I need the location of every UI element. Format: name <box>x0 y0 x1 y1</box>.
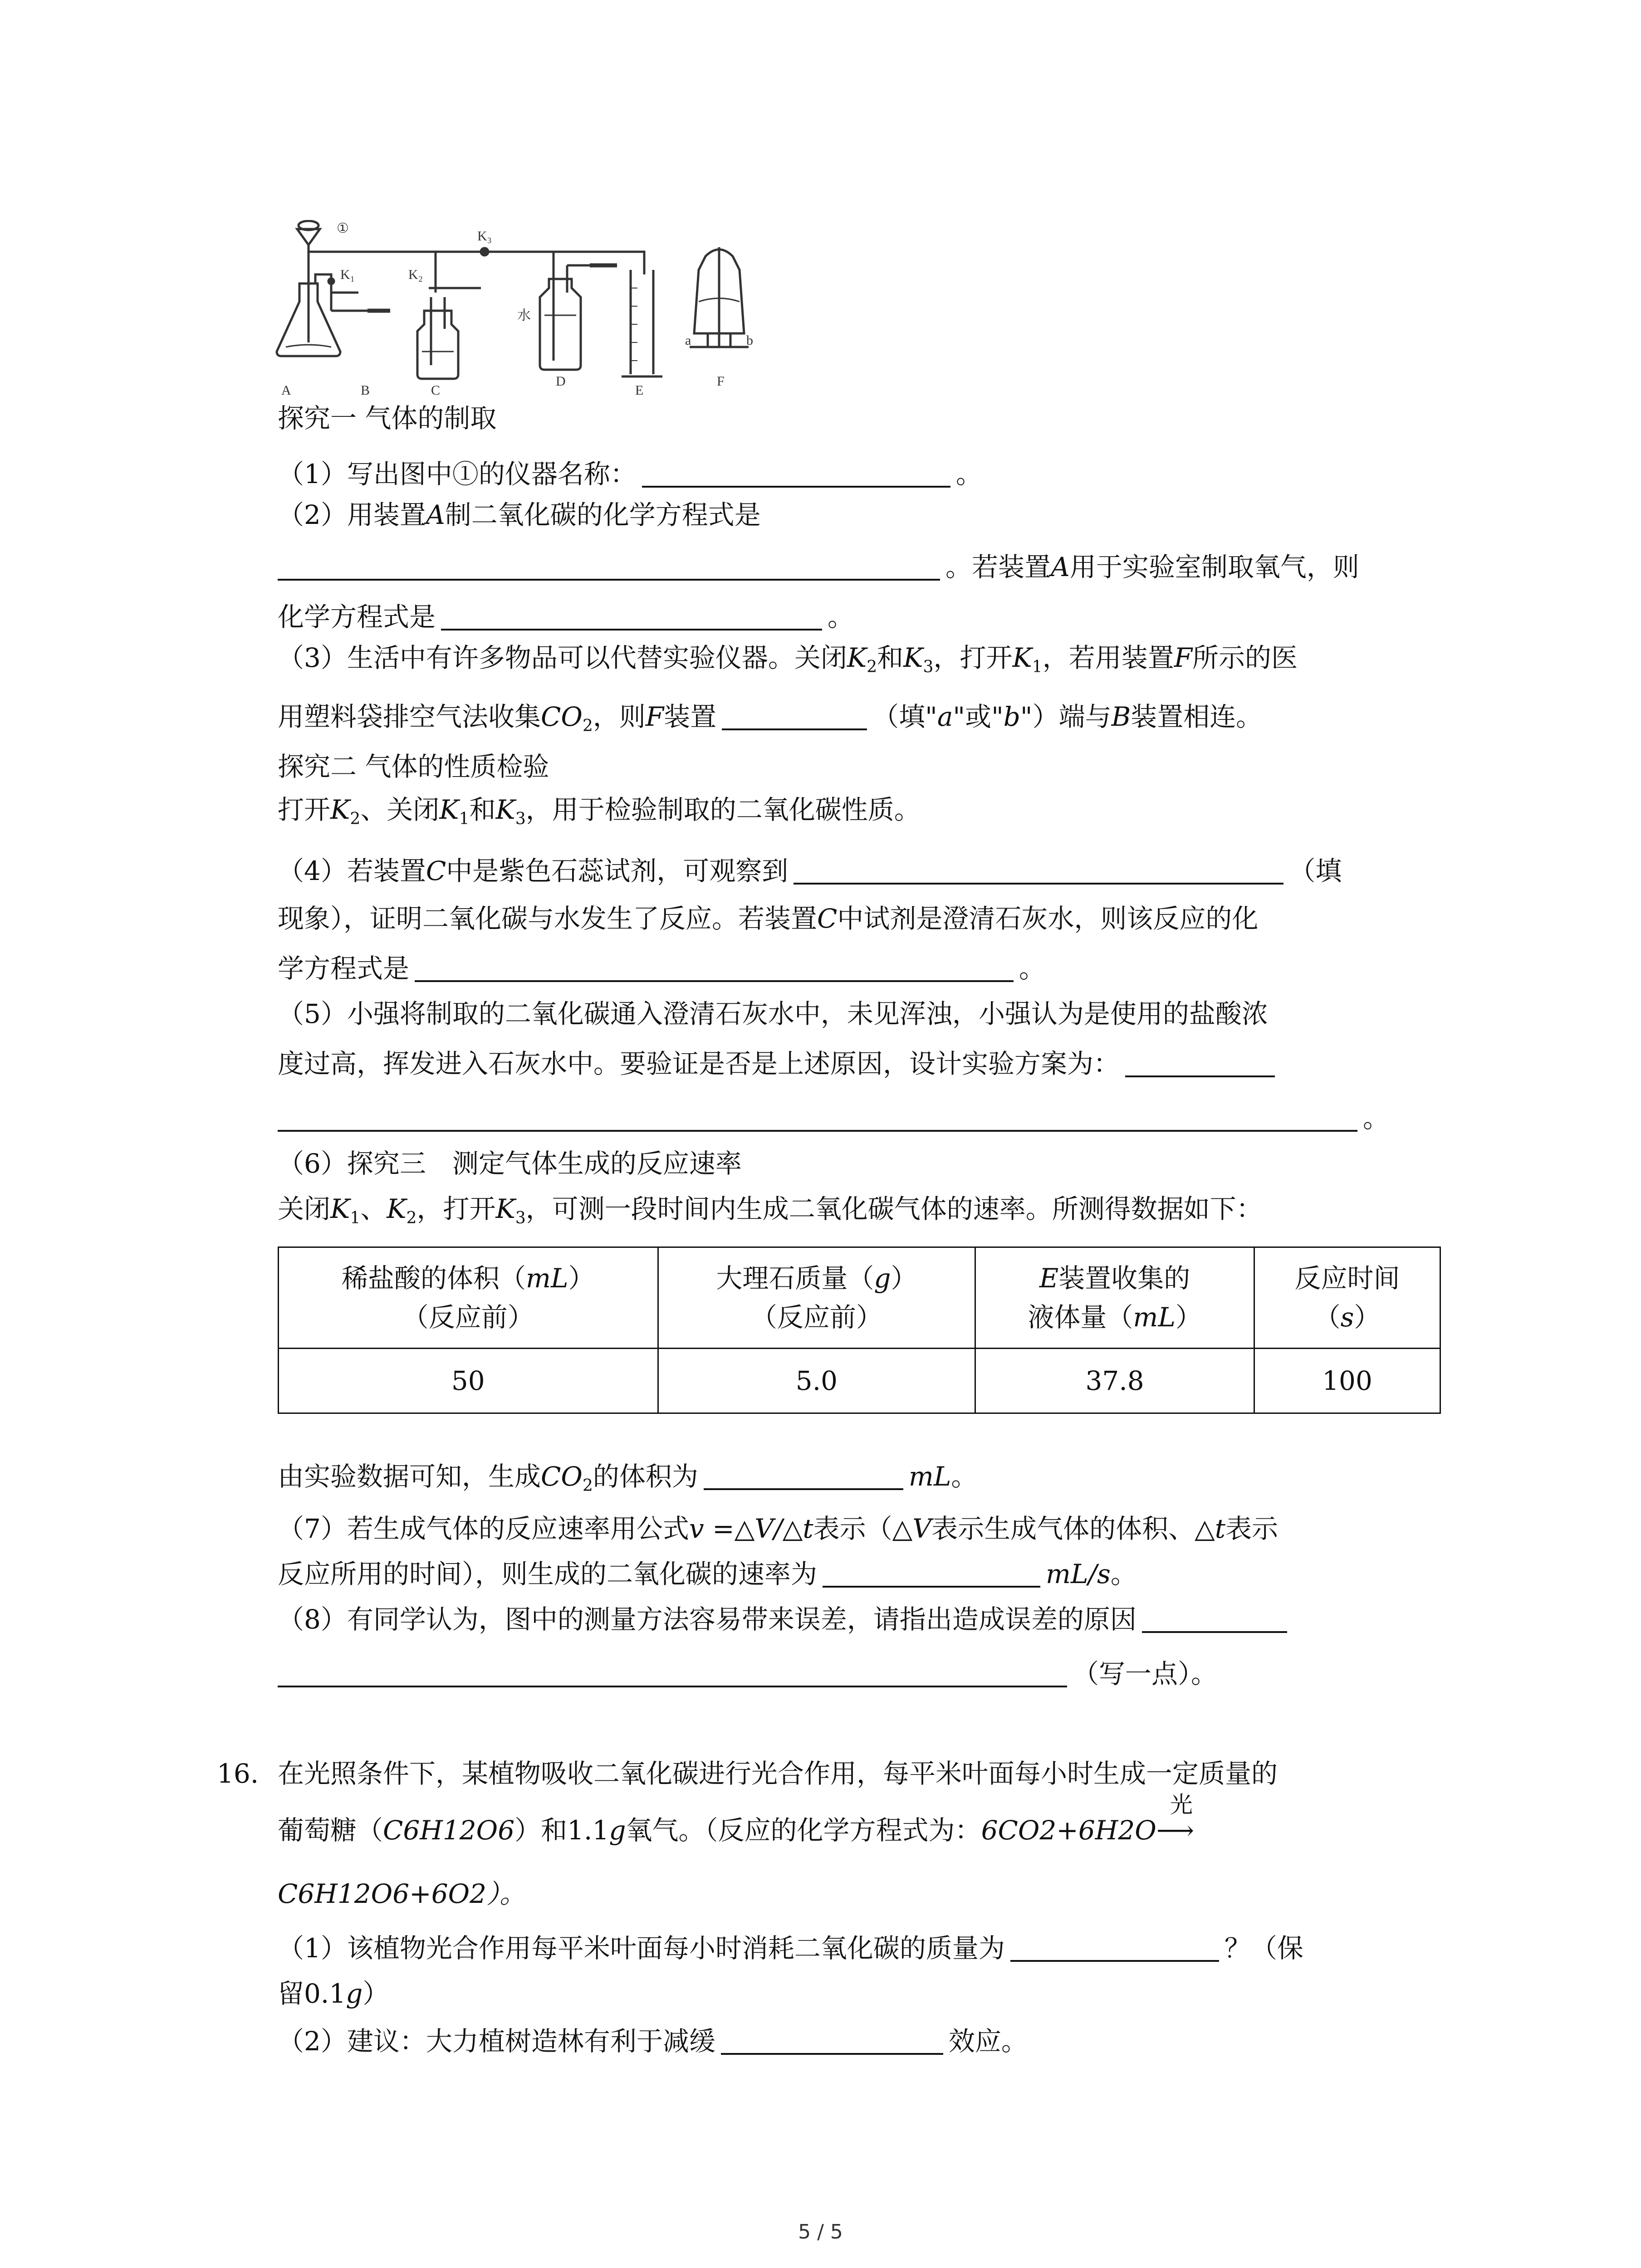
q1-answer-blank[interactable] <box>642 458 950 488</box>
q16-text-c: 氧气。（反应的化学方程式为： <box>626 1815 981 1846</box>
q16-p1-end: ？（保 <box>1224 1933 1303 1964</box>
label-e: E <box>635 383 644 398</box>
q2-text-c: 制二氧化碳的化学方程式是 <box>445 499 761 530</box>
label-fa: a <box>685 333 691 348</box>
q4-text-f: 学方程式是 <box>278 953 410 984</box>
open-c: 和 <box>469 794 496 825</box>
q2-text-d: 。若装置 <box>945 552 1051 582</box>
q2-end: 。 <box>828 601 854 632</box>
h3-unit: mL <box>1133 1302 1176 1333</box>
label-circle1: ① <box>337 221 349 236</box>
open-k2-sub: 2 <box>350 810 361 828</box>
q3-text-f: "或" <box>953 701 1004 732</box>
q1-text: （1）写出图中①的仪器名称： <box>278 459 637 489</box>
table-row <box>279 1349 1440 1413</box>
table-cell-time: 100 <box>1254 1349 1440 1413</box>
q16-part2 <box>278 2023 1028 2059</box>
label-fb: b <box>746 333 753 348</box>
open-a: 打开 <box>278 794 331 825</box>
q2-line3 <box>278 599 854 635</box>
q6-after-a: 由实验数据可知，生成 <box>278 1461 541 1492</box>
q3-co2-sub: 2 <box>582 717 593 735</box>
q3-k2: K <box>847 642 867 673</box>
q3-line1 <box>278 640 1298 676</box>
q2-line2 <box>278 549 1359 585</box>
q4-line1 <box>278 853 1342 889</box>
apparatus-figure <box>272 220 785 401</box>
q4-line3 <box>278 950 1045 987</box>
q3-k2-sub: 2 <box>867 658 877 676</box>
q3-a: a <box>937 701 953 732</box>
h2-a: 大理石质量（ <box>716 1263 874 1294</box>
h1-b: ） <box>568 1263 595 1294</box>
q7-v: V <box>912 1513 932 1544</box>
q2-equation-blank[interactable] <box>278 551 940 581</box>
q3-k1: K <box>1012 642 1032 673</box>
label-water: 水 <box>517 308 531 323</box>
q3-k3-sub: 3 <box>923 658 934 676</box>
q16-number: 16. <box>217 1758 259 1789</box>
q16-line2 <box>278 1792 1194 1848</box>
q16-text-a: 葡萄糖（ <box>278 1815 383 1846</box>
q7-text-b: 表示（△ <box>813 1513 913 1544</box>
q2-device-a2: A <box>1051 552 1070 582</box>
q6-co2: CO <box>541 1461 583 1492</box>
q7-rate-blank[interactable] <box>823 1558 1040 1588</box>
open-k1-sub: 1 <box>459 810 470 828</box>
h3-e: E <box>1039 1263 1059 1294</box>
q7-line1 <box>278 1510 1278 1547</box>
q4-text-c: （填 <box>1289 855 1342 886</box>
q3-k3: K <box>903 642 923 673</box>
q7-line2 <box>278 1556 1137 1592</box>
q6-text-c: ，打开 <box>416 1193 496 1224</box>
q2-text-f: 化学方程式是 <box>278 601 436 632</box>
q16-eq-left: 6CO2+6H2O <box>981 1815 1156 1846</box>
q7-text-d: 表示 <box>1225 1513 1279 1544</box>
q3-text-g: "）端与 <box>1020 701 1112 732</box>
q16-line3: C6H12O6+6O2）。 <box>278 1878 526 1909</box>
q8-reason-blank-2[interactable] <box>278 1657 1067 1687</box>
table-header-reaction-time <box>1254 1247 1440 1349</box>
q3-text-h: 装置相连。 <box>1131 701 1263 732</box>
q3-text-e: （填" <box>872 701 937 732</box>
q5-line1: （5）小强将制取的二氧化碳通入澄清石灰水中，未见浑浊，小强认为是使用的盐酸浓 <box>278 998 1268 1029</box>
q2-line1 <box>278 497 761 533</box>
q16-co2-mass-blank[interactable] <box>1010 1932 1219 1962</box>
q6-text-b: 、 <box>360 1193 387 1224</box>
section-2-title: 探究二 气体的性质检验 <box>278 751 549 782</box>
open-k2-line <box>278 792 921 828</box>
q4-end: 。 <box>1019 953 1046 984</box>
h2-b: ） <box>891 1263 917 1294</box>
label-a: A <box>281 383 291 398</box>
label-b: B <box>361 383 370 398</box>
q8-end: （写一点）。 <box>1073 1658 1218 1689</box>
h2-l2: （反应前） <box>750 1302 882 1333</box>
q6-unit: mL <box>908 1461 951 1492</box>
table-header-row <box>279 1247 1440 1349</box>
bottle-c <box>417 311 458 379</box>
h2-unit: g <box>874 1263 891 1294</box>
q1-end: 。 <box>955 459 982 489</box>
q6-text-a: 关闭 <box>278 1193 331 1224</box>
q8-reason-blank-1[interactable] <box>1142 1603 1287 1633</box>
h4-unit: s <box>1340 1302 1354 1333</box>
open-k3: K <box>495 794 515 825</box>
q16-mass: 1.1 <box>567 1815 609 1846</box>
q4-phenomenon-blank[interactable] <box>794 855 1283 885</box>
q5-end: 。 <box>1363 1103 1390 1134</box>
funnel-1 <box>297 229 320 245</box>
q7-t: t <box>1215 1513 1226 1544</box>
q7-text-e: 反应所用的时间），则生成的二氧化碳的速率为 <box>278 1559 818 1589</box>
open-k2: K <box>330 794 350 825</box>
h4-a: （ <box>1314 1302 1341 1333</box>
q3-tail: ，若用装置 <box>1042 642 1174 673</box>
bottle-d <box>540 279 581 370</box>
h3-l1: 装置收集的 <box>1058 1263 1190 1294</box>
h1-unit: mL <box>526 1263 568 1294</box>
q16-part1 <box>278 1930 1303 1966</box>
q6-after-b: 的体积为 <box>593 1461 698 1492</box>
q4-text-a: （4）若装置 <box>278 855 426 886</box>
label-f: F <box>717 374 725 389</box>
q3-co2: CO <box>541 701 583 732</box>
q3-open: ，打开 <box>933 642 1013 673</box>
q16-p1-l2-a: 留 <box>278 1978 304 2009</box>
q4-device-c2: C <box>817 903 838 934</box>
open-k1: K <box>439 794 459 825</box>
q16-line1: 在光照条件下，某植物吸收二氧化碳进行光合作用，每平米叶面每小时生成一定质量的 <box>278 1758 1278 1789</box>
q7-text-a: （7）若生成气体的反应速率用公式 <box>278 1513 689 1544</box>
q6-co2-sub: 2 <box>582 1476 593 1495</box>
table-header-acid-volume <box>279 1247 658 1349</box>
q16-light-label: 光 <box>1170 1792 1193 1818</box>
q5-text: 度过高，挥发进入石灰水中。要验证是否是上述原因，设计实验方案为： <box>278 1048 1120 1079</box>
q16-p2-end: 效应。 <box>948 2026 1028 2057</box>
open-k3-sub: 3 <box>515 810 526 828</box>
label-k3: K₃ <box>477 229 492 244</box>
q6-k3-sub: 3 <box>515 1209 526 1227</box>
table-header-liquid-volume <box>975 1247 1254 1349</box>
data-table <box>278 1246 1441 1414</box>
q16-arrow: 光 ⟶ <box>1156 1812 1194 1848</box>
q16-p1-l2-g: g <box>346 1978 363 2009</box>
q1 <box>278 456 982 492</box>
table-cell-acid: 50 <box>279 1349 658 1413</box>
q3-text-c: ，则 <box>593 701 646 732</box>
q4-text-b: 中是紫色石蕊试剂，可观察到 <box>446 855 789 886</box>
q8-line1 <box>278 1601 1293 1637</box>
q5-plan-blank-2[interactable] <box>278 1102 1357 1132</box>
q16-p1-l2-b: 0.1 <box>304 1978 346 2009</box>
h4-b: ） <box>1354 1302 1381 1333</box>
label-k1: K₁ <box>340 267 355 282</box>
q16-text-b: ）和 <box>514 1815 568 1846</box>
q4-equation-blank[interactable] <box>415 952 1014 982</box>
q3-b: b <box>1003 701 1020 732</box>
q6-k1-sub: 1 <box>350 1209 361 1227</box>
q6-volume-blank[interactable] <box>704 1460 903 1490</box>
q3-text-d: 装置 <box>664 701 717 732</box>
q5-plan-blank-1[interactable] <box>1125 1047 1275 1077</box>
label-k2: K₂ <box>408 267 423 282</box>
q8-text: （8）有同学认为，图中的测量方法容易带来误差，请指出造成误差的原因 <box>278 1604 1136 1635</box>
q3-and: 和 <box>877 642 904 673</box>
q5-line3 <box>278 1100 1389 1136</box>
q6-k2: K <box>387 1193 407 1224</box>
table-cell-liquid: 37.8 <box>975 1349 1254 1413</box>
open-d: ，用于检验制取的二氧化碳性质。 <box>525 794 921 825</box>
label-c: C <box>431 383 441 398</box>
q3-text-a: （3）生活中有许多物品可以代替实验仪器。关闭 <box>278 642 847 673</box>
q16-glucose: C6H12O6 <box>383 1815 515 1846</box>
q4-text-d: 现象），证明二氧化碳与水发生了反应。若装置 <box>278 903 818 934</box>
q7-text-c: 表示生成气体的体积、△ <box>931 1513 1215 1544</box>
q7-end: 。 <box>1110 1559 1137 1589</box>
q3-end-1: 所示的医 <box>1192 642 1298 673</box>
q7-unit: mL/s <box>1046 1559 1111 1589</box>
h3-b: ） <box>1175 1302 1202 1333</box>
label-d: D <box>556 374 566 389</box>
q16-part1-line2 <box>278 1975 389 2012</box>
q7-formula: v =△V/△t <box>689 1513 813 1544</box>
q16-g: g <box>609 1815 626 1846</box>
open-b: 、关闭 <box>360 794 440 825</box>
q3-f: F <box>1174 642 1192 673</box>
cylinder-e <box>622 270 662 376</box>
q6-k1: K <box>330 1193 350 1224</box>
h1-a: 稀盐酸的体积（ <box>342 1263 526 1294</box>
q3-text-b: 用塑料袋排空气法收集 <box>278 701 541 732</box>
q4-line2 <box>278 900 1258 937</box>
h3-a: 液体量（ <box>1028 1302 1133 1333</box>
q3-answer-blank[interactable] <box>722 700 867 730</box>
q4-text-e: 中试剂是澄清石灰水，则该反应的化 <box>837 903 1259 934</box>
q16-p1-l2-c: ） <box>362 1978 389 2009</box>
q6-line2 <box>278 1191 1263 1227</box>
q5-line2 <box>278 1046 1280 1082</box>
q6-text-d: ，可测一段时间内生成二氧化碳气体的速率。所测得数据如下： <box>525 1193 1263 1224</box>
h4-l1: 反应时间 <box>1294 1263 1400 1294</box>
q2-device-a: A <box>426 499 445 530</box>
q2-text-e: 用于实验室制取氧气，则 <box>1069 552 1359 582</box>
q6-end: 。 <box>951 1461 978 1492</box>
q2-text-a: （2）用装置 <box>278 499 426 530</box>
q4-device-c: C <box>426 855 446 886</box>
q16-p2-text: （2）建议：大力植树造林有利于减缓 <box>278 2026 715 2057</box>
table-header-marble-mass <box>658 1247 975 1349</box>
table-cell-marble: 5.0 <box>658 1349 975 1413</box>
q16-p1-text: （1）该植物光合作用每平米叶面每小时消耗二氧化碳的质量为 <box>278 1933 1005 1964</box>
q3-f2: F <box>645 701 664 732</box>
h1-l2: （反应前） <box>402 1302 534 1333</box>
q3-device-b: B <box>1111 701 1131 732</box>
q6-k3: K <box>495 1193 515 1224</box>
q8-line2 <box>278 1656 1217 1692</box>
q6-result-line <box>278 1458 977 1495</box>
q6-k2-sub: 2 <box>406 1209 417 1227</box>
page-number: 5 / 5 <box>798 2220 843 2244</box>
q16-effect-blank[interactable] <box>721 2025 943 2055</box>
q2-oxygen-equation-blank[interactable] <box>441 601 822 631</box>
q3-k1-sub: 1 <box>1032 658 1043 676</box>
section-1-title: 探究一 气体的制取 <box>278 403 497 434</box>
q6-title: （6）探究三 测定气体生成的反应速率 <box>278 1148 742 1179</box>
q3-line2 <box>278 699 1262 735</box>
